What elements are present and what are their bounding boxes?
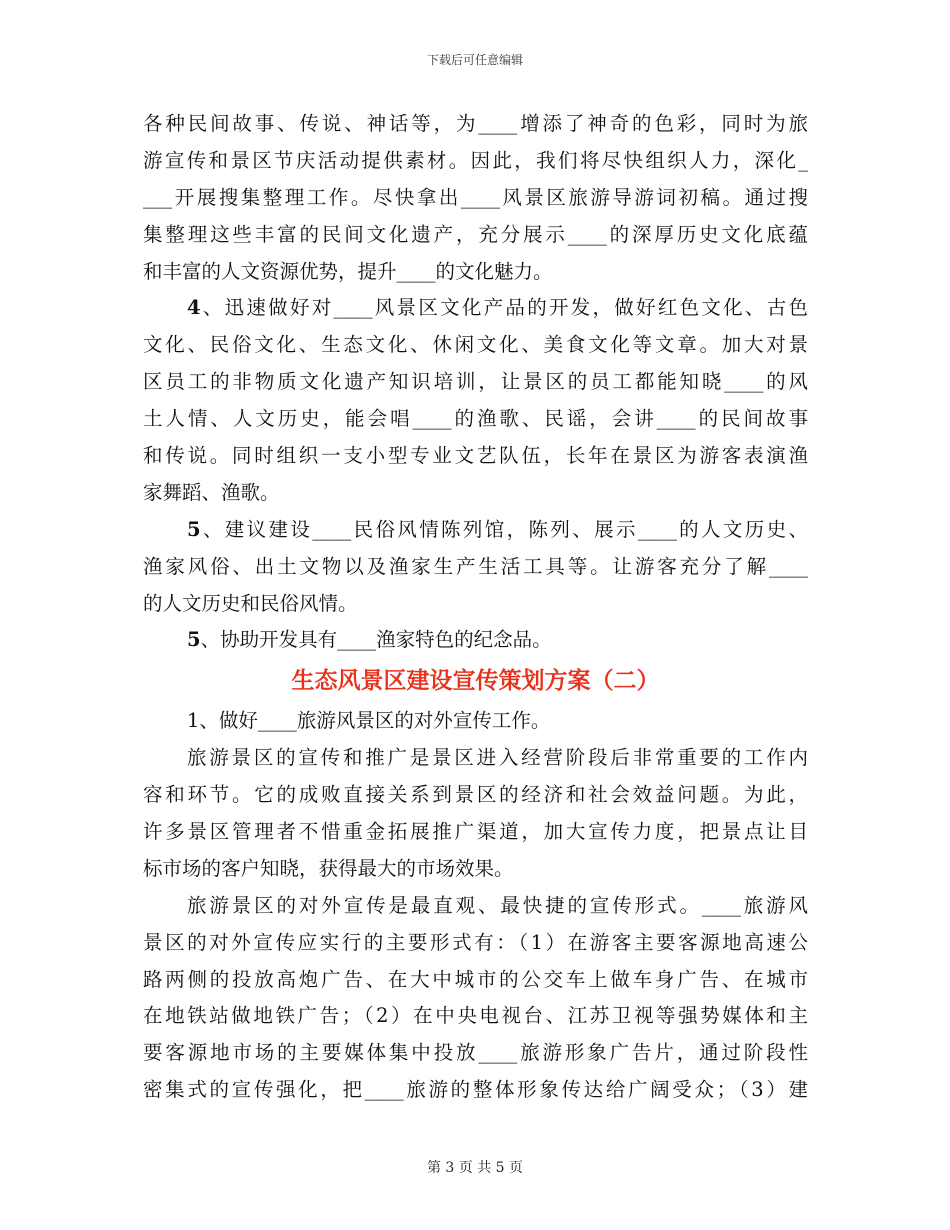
text-line (143, 622, 808, 659)
line-text: 各种民间故事、传说、神话等，为____增添了神奇的色彩，同时为旅 (143, 112, 808, 135)
text-line (143, 180, 808, 217)
line-text: 区员工的非物质文化遗产知识培训，让景区的员工都能知晓____的风 (143, 370, 808, 394)
line-text: 许多景区管理者不惜重金拓展推广渠道，加大宣传力度，把景点让目 (143, 820, 808, 844)
section-two-text (143, 703, 808, 1109)
text-line (143, 814, 808, 851)
line-text: 旅游景区的对外宣传是最直观、最快捷的宣传形式。____旅游风 (187, 893, 808, 917)
page-header: 下载后可任意编辑 (426, 53, 523, 67)
line-text: 在地铁站做地铁广告；（2）在中央电视台、江苏卫视等强势媒体和主 (143, 1004, 808, 1028)
text-line (143, 401, 808, 438)
text-line (143, 777, 808, 814)
text-line (143, 1035, 808, 1072)
text-line (143, 549, 808, 586)
line-text: ___开展搜集整理工作。尽快拿出____风景区旅游导游词初稿。通过搜 (143, 185, 808, 209)
text-line (143, 962, 808, 999)
line-text: 文化、民俗文化、生态文化、休闲文化、美食文化等文章。加大对景 (143, 333, 808, 357)
text-line (143, 851, 808, 888)
line-text: 土人情、人文历史，能会唱____的渔歌、民谣，会讲____的民间故事 (143, 407, 808, 431)
text-line (143, 998, 808, 1035)
page-footer: 第 3 页 共 5 页 (426, 1160, 524, 1176)
text-line (143, 327, 808, 364)
line-text: 、建议建设____民俗风情陈列馆，陈列、展示____的人文历史、 (200, 517, 808, 541)
line-text: 景区的对外宣传应实行的主要形式有：（1）在游客主要客源地高速公 (143, 930, 808, 954)
line-text: 标市场的客户知晓，获得最大的市场效果。 (143, 856, 514, 880)
text-line (143, 254, 808, 291)
text-line (143, 925, 808, 962)
line-text: 旅游景区的宣传和推广是景区进入经营阶段后非常重要的工作内 (187, 746, 808, 770)
line-text: 要客源地市场的主要媒体集中投放____旅游形象广告片，通过阶段性 (143, 1041, 808, 1065)
text-line (143, 888, 808, 925)
line-text: 的人文历史和民俗风情。 (143, 591, 358, 615)
document-body (143, 106, 808, 1109)
line-text: 、协助开发具有____渔家特色的纪念品。 (200, 628, 552, 652)
line-text: 和传说。同时组织一支小型专业文艺队伍，长年在景区为游客表演渔 (143, 444, 808, 468)
text-line (143, 475, 808, 512)
line-text: 、迅速做好对____风景区文化产品的开发，做好红色文化、古色 (200, 296, 808, 320)
item-number: 5 (187, 517, 201, 541)
text-line (143, 512, 808, 549)
text-line (143, 438, 808, 475)
item-number: 5 (187, 628, 201, 652)
line-text: 渔家风俗、出土文物以及渔家生产生活工具等。让游客充分了解____ (143, 554, 808, 578)
text-line (143, 106, 808, 143)
text-line (143, 703, 808, 740)
text-line (143, 586, 808, 623)
text-line (143, 364, 808, 401)
text-line (143, 290, 808, 327)
line-text: 1、做好____旅游风景区的对外宣传工作。 (187, 709, 551, 733)
text-line (143, 740, 808, 777)
section-one-text (143, 106, 808, 659)
text-line (143, 143, 808, 180)
section-title: 生态风景区建设宣传策划方案（二） (291, 667, 660, 695)
text-line (143, 1072, 808, 1109)
line-text: 路两侧的投放高炮广告、在大中城市的公交车上做车身广告、在城市 (143, 967, 808, 991)
line-text: 游宣传和景区节庆活动提供素材。因此，我们将尽快组织人力，深化_ (143, 148, 808, 172)
line-text: 和丰富的人文资源优势，提升____的文化魅力。 (143, 259, 553, 283)
line-text: 集整理这些丰富的民间文化遗产，充分展示____的深厚历史文化底蕴 (143, 222, 808, 246)
line-text: 家舞蹈、渔歌。 (143, 480, 280, 504)
line-text: 密集式的宣传强化，把____旅游的整体形象传达给广阔受众；（3）建 (143, 1078, 808, 1102)
line-text: 容和环节。它的成败直接关系到景区的经济和社会效益问题。为此， (143, 783, 808, 807)
text-line (143, 217, 808, 254)
item-number: 4 (187, 296, 201, 320)
